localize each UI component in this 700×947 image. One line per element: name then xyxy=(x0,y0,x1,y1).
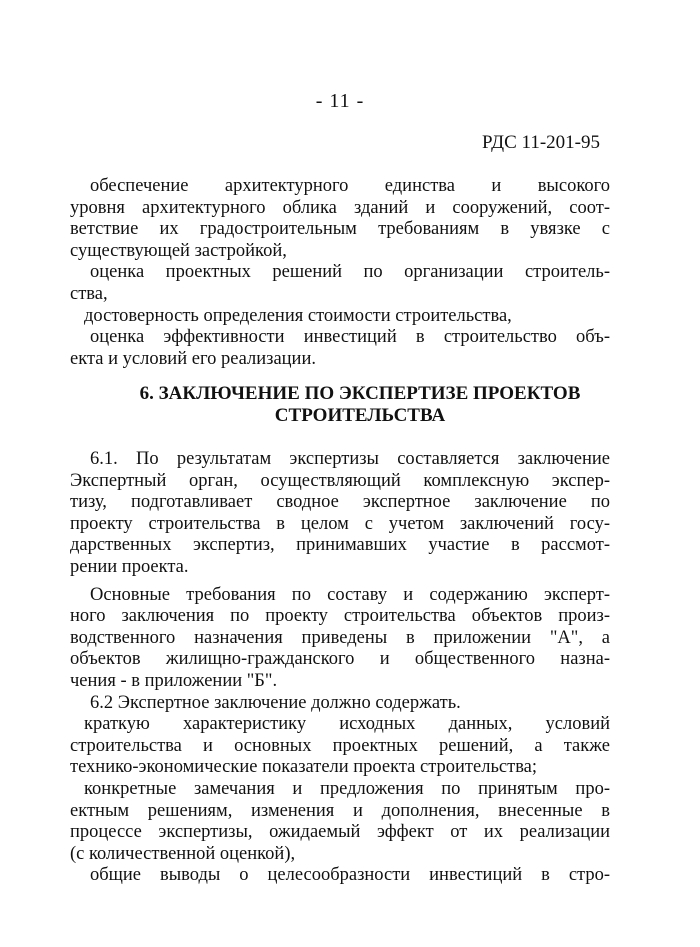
text-line: 6.2 Экспертное заключение должно содержать. xyxy=(90,692,461,713)
paragraph-block-1 xyxy=(70,176,610,370)
text-line: водственного назначения приведены в приложении "А", а xyxy=(70,627,610,648)
text-line: ства, xyxy=(70,283,108,304)
text-line: Основные требования по составу и содержанию эксперт- xyxy=(90,584,610,605)
text-line: уровня архитектурного облика зданий и сооружений, соот- xyxy=(70,197,610,218)
paragraph-block-2 xyxy=(70,449,610,887)
text-line: обеспечение архитектурного единства и высокого xyxy=(90,176,610,196)
text-line: рении проекта. xyxy=(70,556,189,577)
text-line: тизу, подготавливает сводное экспертное заключение по xyxy=(70,492,610,513)
document-code: РДС 11-201-95 xyxy=(482,132,600,153)
text-line: ектным решениям, изменения и дополнения, внесенные в xyxy=(70,800,610,821)
text-line: ного заключения по проекту строительства объектов произ- xyxy=(70,606,610,627)
text-line: оценка эффективности инвестиций в строительство объ- xyxy=(90,327,610,348)
text-line: существующей застройкой, xyxy=(70,240,287,261)
text-line: краткую характеристику исходных данных, условий xyxy=(84,714,610,735)
text-line: оценка проектных решений по организации строитель- xyxy=(90,262,610,283)
text-line: конкретные замечания и предложения по принятым про- xyxy=(84,778,610,799)
page-number: - 11 - xyxy=(315,90,365,112)
text-line: общие выводы о целесообразности инвестиций в стро- xyxy=(90,865,610,886)
text-line: достоверность определения стоимости строительства, xyxy=(84,305,512,326)
text-line: 6.1. По результатам экспертизы составляется заключение xyxy=(90,449,610,469)
text-line: чения - в приложении "Б". xyxy=(70,670,278,691)
text-line: Экспертный орган, осуществляющий комплексную экспер- xyxy=(70,470,610,491)
text-line: проекту строительства в целом с учетом заключений госу- xyxy=(70,513,610,534)
text-line: процессе экспертизы, ожидаемый эффект от их реализации xyxy=(70,822,610,843)
text-line: технико-экономические показатели проекта строительства; xyxy=(70,757,538,778)
text-line: ветствие их градостроительным требованиям в увязке с xyxy=(70,219,610,240)
section-heading-line-2: СТРОИТЕЛЬСТВА xyxy=(274,405,446,426)
section-heading xyxy=(90,383,630,427)
text-line: объектов жилищно-гражданского и общественного назна- xyxy=(70,649,610,670)
text-line: строительства и основных проектных решений, а также xyxy=(70,735,610,756)
text-line: екта и условий его реализации. xyxy=(70,348,316,369)
section-heading-line-1: 6. ЗАКЛЮЧЕНИЕ ПО ЭКСПЕРТИЗЕ ПРОЕКТОВ xyxy=(139,383,581,404)
text-line: дарственных экспертиз, принимавших участие в рассмот- xyxy=(70,535,610,556)
text-line: (с количественной оценкой), xyxy=(70,843,296,864)
